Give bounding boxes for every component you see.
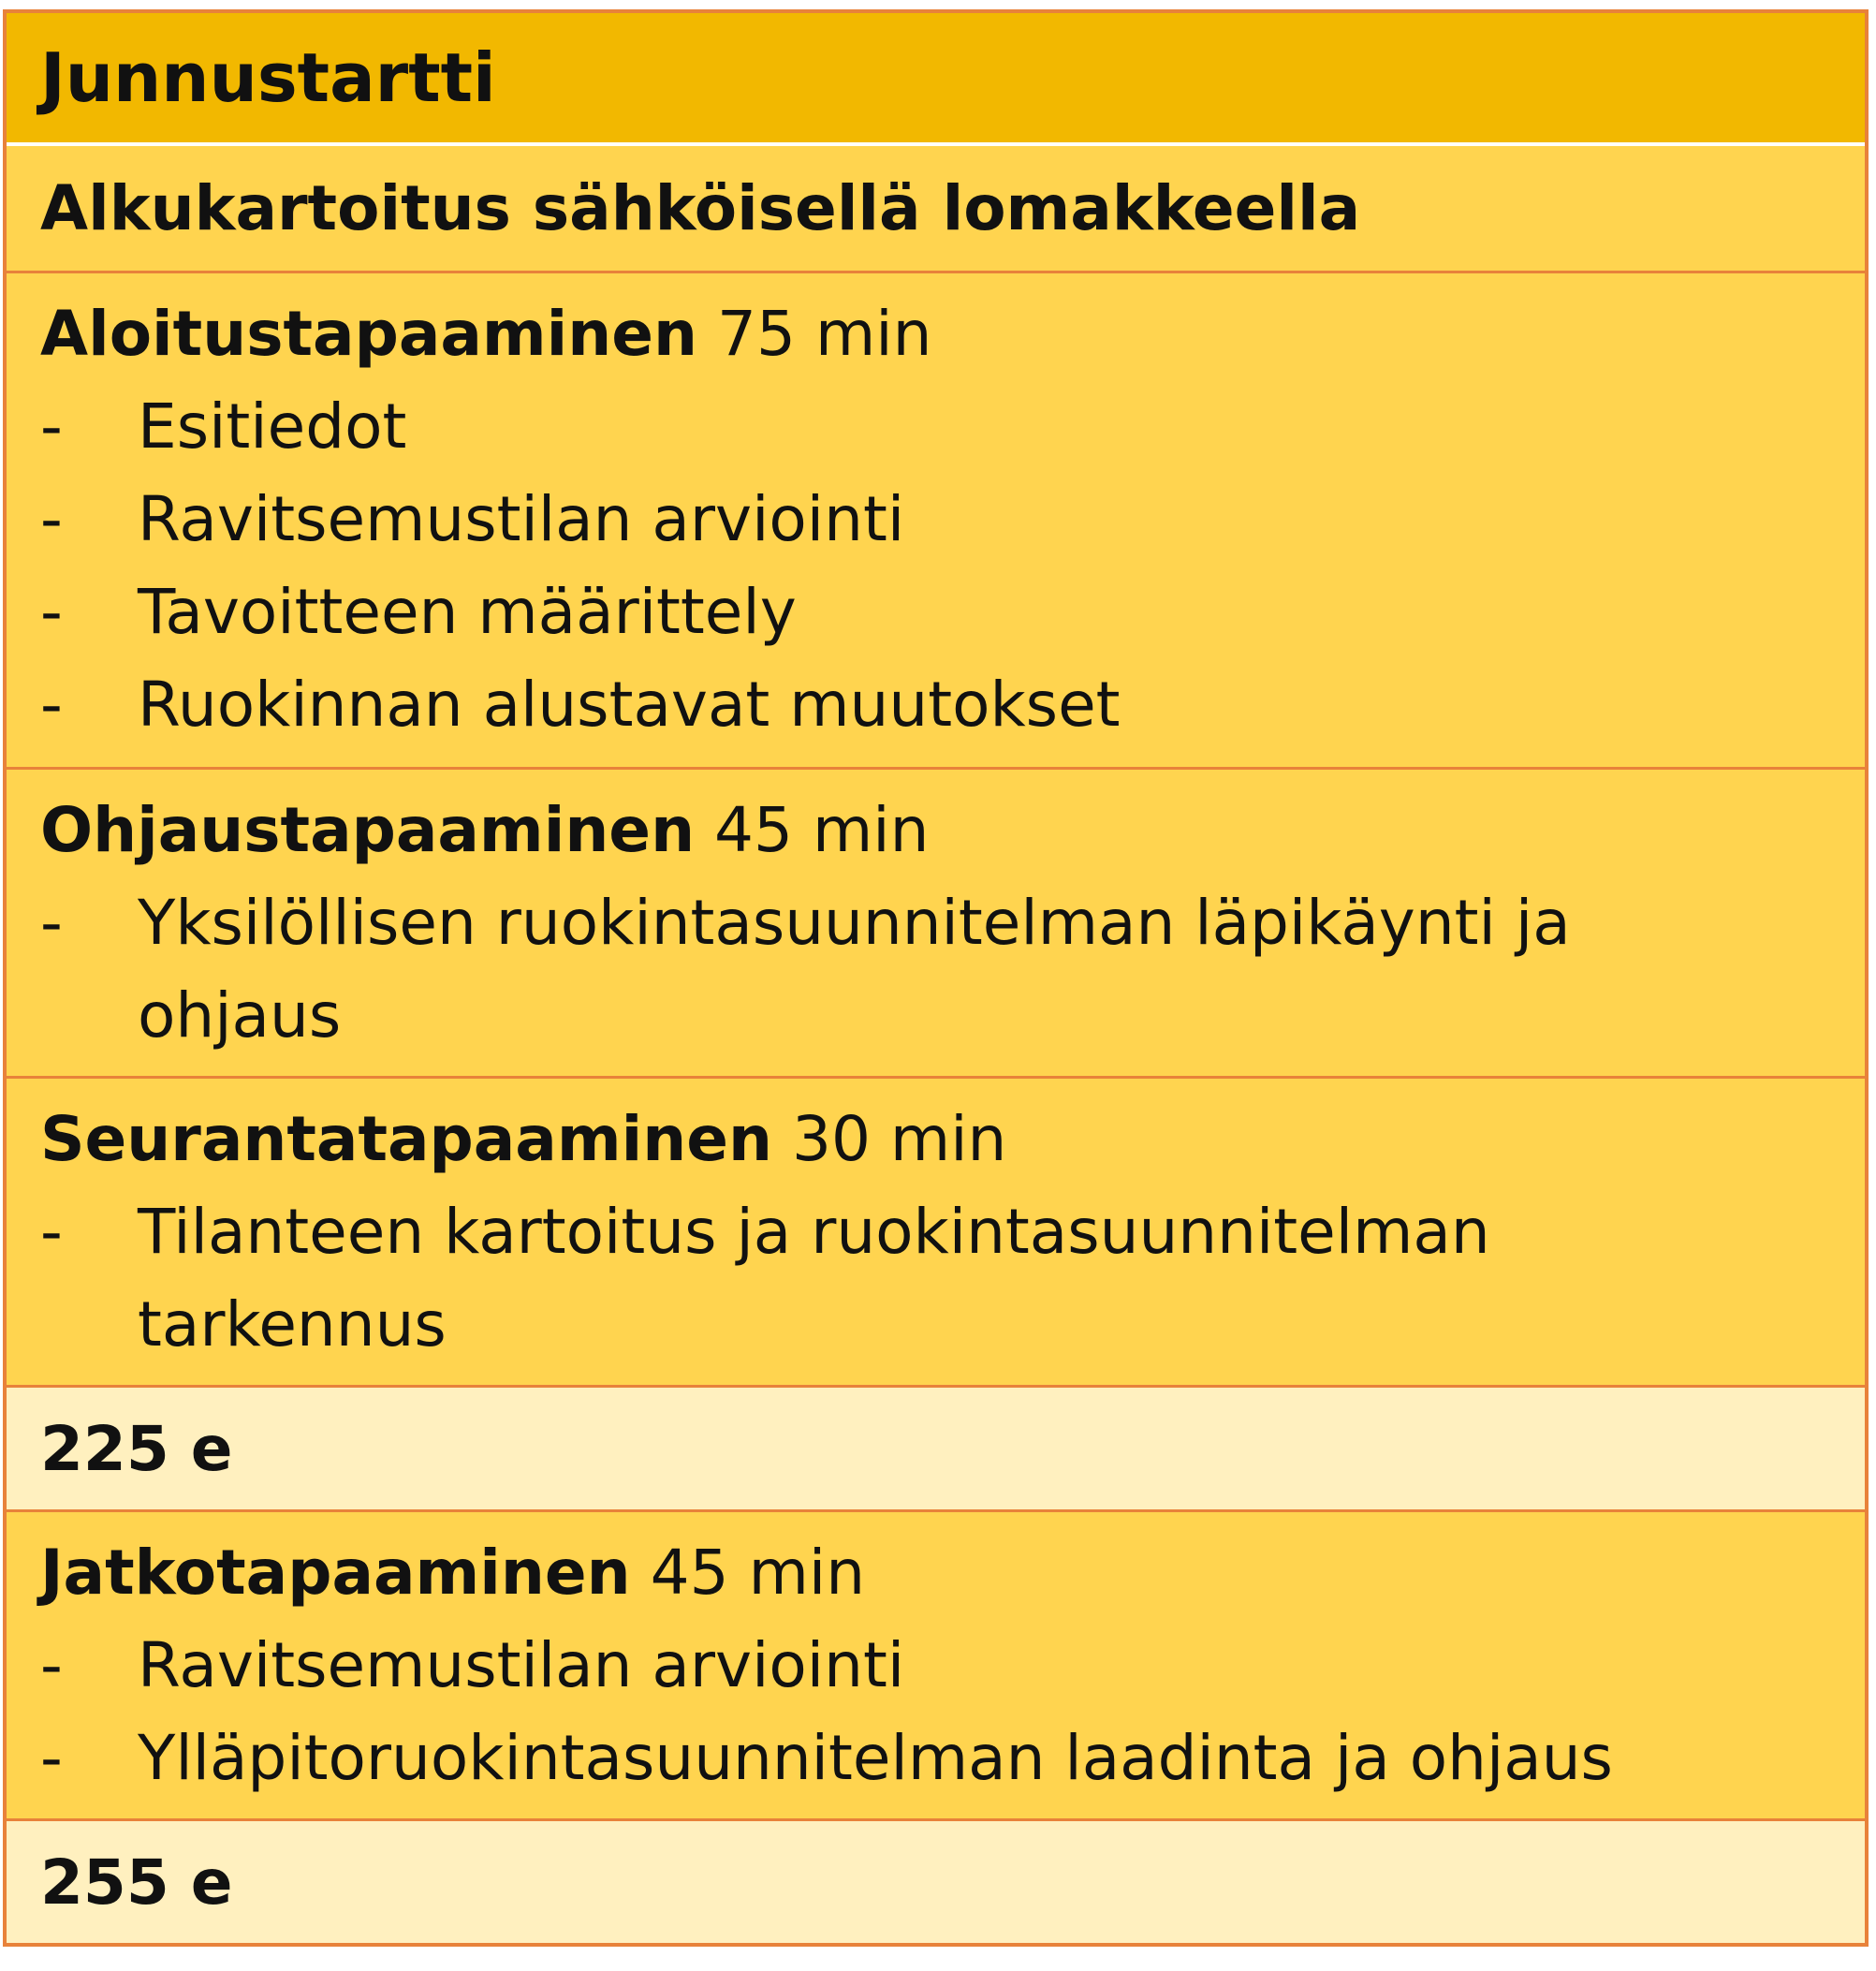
price-followup: 255 e — [40, 1846, 233, 1919]
list-item-text: Esitiedot — [138, 390, 407, 463]
section-heading — [40, 1526, 1831, 1619]
bullet-dash: - — [40, 390, 63, 463]
price-row-followup — [7, 1818, 1865, 1943]
intro-text: Alkukartoitus sähköisellä lomakkeella — [40, 172, 1361, 244]
list-item — [40, 380, 1831, 473]
section-row-aloitus — [7, 271, 1865, 767]
section-heading — [40, 784, 1831, 876]
section-row-ohjaus — [7, 767, 1865, 1076]
price-row-package — [7, 1385, 1865, 1509]
list-item-text: Ylläpitoruokintasuunnitelman laadinta ja ohjaus — [138, 1722, 1613, 1794]
list-item-text: Tilanteen kartoitus ja ruokintasuunnitelman tarkennus — [138, 1196, 1490, 1361]
bullet-dash: - — [40, 483, 63, 555]
table-header — [7, 13, 1865, 146]
list-item — [40, 658, 1831, 751]
section-name: Seurantatapaaminen — [40, 1103, 772, 1175]
list-item-text: Tavoitteen määrittely — [138, 576, 797, 648]
list-item — [40, 1619, 1831, 1712]
list-item-text: Ravitsemustilan arviointi — [138, 483, 905, 555]
section-row-seuranta — [7, 1076, 1865, 1385]
list-item — [40, 876, 1831, 1062]
list-item — [40, 473, 1831, 566]
bullet-dash: - — [40, 1722, 63, 1794]
bullet-dash: - — [40, 1196, 63, 1268]
bullet-dash: - — [40, 669, 63, 741]
section-name: Ohjaustapaaminen — [40, 794, 696, 866]
section-duration: 45 min — [714, 794, 930, 866]
section-name: Aloitustapaaminen — [40, 298, 698, 370]
list-item-text: Yksilöllisen ruokintasuunnitelman läpikäynti ja ohjaus — [138, 887, 1571, 1052]
section-heading — [40, 287, 1831, 380]
bullet-dash: - — [40, 576, 63, 648]
intro-row — [7, 146, 1865, 271]
list-item-text: Ravitsemustilan arviointi — [138, 1629, 905, 1701]
bullet-dash: - — [40, 1629, 63, 1701]
list-item-text: Ruokinnan alustavat muutokset — [138, 669, 1121, 741]
list-item — [40, 566, 1831, 658]
section-duration: 75 min — [717, 298, 932, 370]
section-duration: 30 min — [791, 1103, 1007, 1175]
list-item — [40, 1185, 1831, 1371]
price-package: 225 e — [40, 1412, 233, 1485]
table-title: Junnustartti — [40, 38, 496, 117]
section-row-jatko — [7, 1509, 1865, 1818]
bullet-dash: - — [40, 887, 63, 959]
section-heading — [40, 1093, 1831, 1185]
service-table — [3, 9, 1869, 1947]
list-item — [40, 1712, 1831, 1804]
section-name: Jatkotapaaminen — [40, 1537, 631, 1609]
section-duration: 45 min — [650, 1537, 866, 1609]
